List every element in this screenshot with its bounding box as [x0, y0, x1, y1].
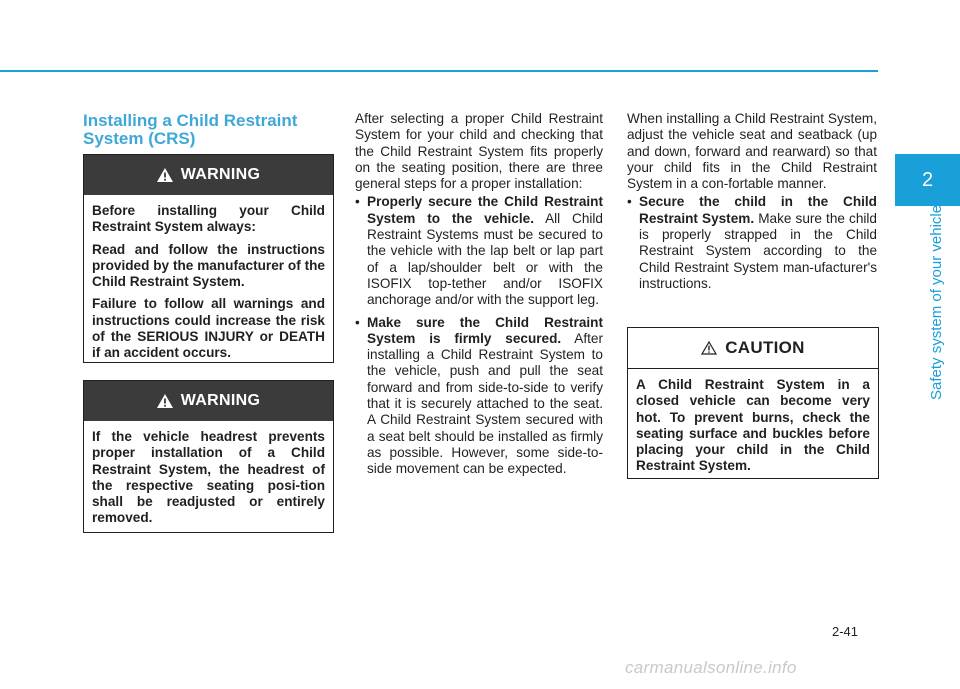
caution-paragraph: A Child Restraint System in a closed vehicle can become very hot. To prevent burns, check the seating surface and buckles before placing your child in the Child Restraint System.	[636, 377, 870, 474]
step-2-bold: Make sure the Child Restraint System is firmly secured.	[367, 314, 603, 346]
step-3-text: Make sure the child is properly strapped in the Child Restraint System according to the Child Restraint System man-ufacturer's instructions.	[639, 210, 877, 291]
step-3-bold: Secure the child in the Child Restraint System.	[639, 194, 877, 226]
chapter-tab	[895, 154, 960, 206]
warning-icon	[157, 168, 173, 182]
bullet-icon: •	[355, 314, 360, 330]
chapter-number: 2	[921, 168, 934, 191]
step-1-bold: Properly secure the Child Restraint System to the vehicle.	[367, 194, 603, 226]
chapter-label: Safety system of your vehicle	[928, 204, 945, 400]
warning-box-2	[83, 380, 334, 533]
bullet-icon: •	[627, 194, 632, 210]
caution-box	[627, 327, 879, 479]
page-number: 2-41	[832, 624, 859, 639]
step-2-text: After installing a Child Restraint System to the vehicle, push and pull the seat forward and from side-to-side to verify that it is securely attached to the seat. A Child Restraint System secured with a seat belt should be installed as firmly as possible. However, some side-to-side movement can be expected.	[367, 330, 603, 477]
warning-box-1	[83, 154, 334, 363]
caution-header	[628, 328, 878, 369]
caution-heading: CAUTION	[725, 338, 805, 357]
top-rule	[0, 70, 878, 72]
warning-icon	[157, 394, 173, 408]
caution-icon	[701, 341, 717, 355]
warning1-paragraph-3: Failure to follow all warnings and instructions could increase the risk of the SERIOUS INJURY or DEATH if an accident occurs.	[92, 296, 325, 361]
warning1-paragraph-2: Read and follow the instructions provided by the manufacturer of the Child Restraint System.	[92, 241, 325, 290]
warning-header-1	[84, 155, 333, 195]
watermark: carmanualsonline.info	[625, 658, 797, 677]
chapter-label-wrap	[928, 204, 948, 400]
step-1-text: All Child Restraint Systems must be secured to the vehicle with the lap belt or lap part of a lap/shoulder belt or with the ISOFIX top-tether and/or ISOFIX anchorage and/or with the support leg.	[367, 210, 603, 308]
warning1-paragraph-1: Before installing your Child Restraint System always:	[92, 203, 325, 235]
section-title: Installing a Child Restraint System (CRS)	[83, 111, 298, 148]
warning-body-1	[84, 195, 333, 362]
warning-header-2	[84, 381, 333, 421]
right-steps-list	[627, 194, 877, 292]
right-column	[627, 111, 877, 298]
middle-column	[355, 111, 603, 484]
middle-steps-list	[355, 194, 603, 477]
list-item	[627, 194, 877, 292]
list-item	[355, 315, 603, 478]
bullet-icon: •	[355, 194, 360, 210]
caution-body	[628, 369, 878, 475]
warning-body-2	[84, 421, 333, 527]
warning2-paragraph-1: If the vehicle headrest prevents proper installation of a Child Restraint System, the headrest of the respective seating posi-tion shall be readjusted or entirely removed.	[92, 429, 325, 526]
warning-heading-1: WARNING	[180, 166, 261, 183]
list-item	[355, 194, 603, 308]
right-intro: When installing a Child Restraint System, adjust the vehicle seat and seatback (up and down, forward and rearward) so that your child fits in the Child Restraint System in a con-fortable manner.	[627, 111, 877, 192]
warning-heading-2: WARNING	[180, 392, 261, 409]
middle-intro: After selecting a proper Child Restraint System for your child and checking that the Child Restraint System fits properly on the seating position, there are three general steps for a proper installation:	[355, 111, 603, 192]
